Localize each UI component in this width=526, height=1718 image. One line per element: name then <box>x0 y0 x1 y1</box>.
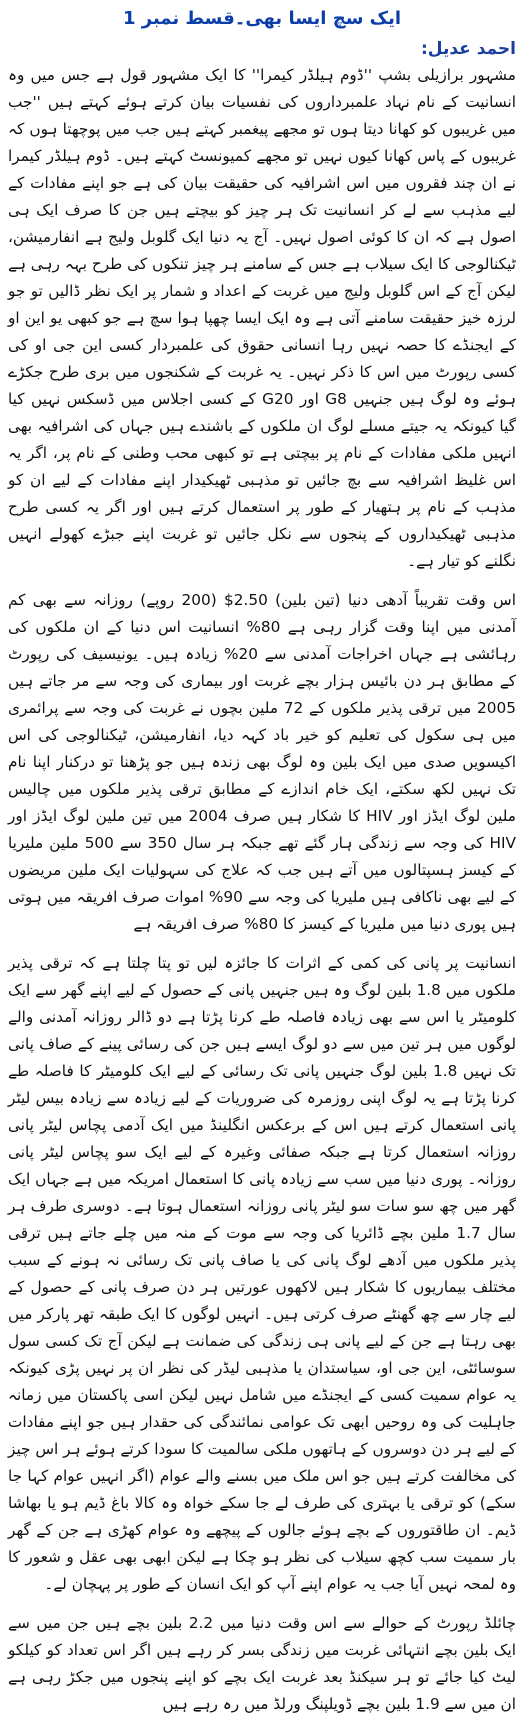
article-paragraph: چائلڈ رپورٹ کے حوالے سے اس وقت دنیا میں 2.2 بلین بچے ہیں جن میں سے ایک بلین بچے انتہائی غربت میں زندگی بسر کر رہے ہیں اگر اس تعداد کو کیلکو لیٹ کیا جائے تو ہر سیکنڈ بعد غربت ایک بچے کو اپنے پنجوں میں جکڑ رہی ہے ان میں سے 1.9 بلین بچے ڈویلپنگ ورلڈ میں رہ رہے ہیں <box>8 1614 516 1713</box>
article-paragraph: مشہور برازیلی بشپ ''ڈوم ہیلڈر کیمرا'' کا ایک مشہور قول ہے جس میں وہ انسانیت کے نام نہاد علمبرداروں کی نفسیات بیان کرتے ہوئے کہتے ہیں ''جب میں غریبوں کو کھانا دیتا ہوں تو مجھے پیغمبر کہتے ہیں جب میں پوچھتا ہوں کہ غریبوں کے پاس کھانا کیوں نہیں تو مجھے کمیونسٹ کہتے ہیں۔ ڈوم ہیلڈر کیمرا نے ان چند فقروں میں اس اشرافیہ کی حقیقت بیان کی ہے جو اپنے مفادات کے لیے مذہب سے لے کر انسانیت تک ہر چیز کو بیچتے ہیں جن کا صرف ایک ہی اصول ہے کہ ان کا کوئی اصول نہیں۔ آج یہ دنیا ایک گلوبل ولیج ہے انفارمیشن، ٹیکنالوجی کا ایک سیلاب ہے جس کے سامنے ہر چیز تنکوں کی طرح بہہ رہی ہے لیکن آج کے اس گلوبل ولیج میں غربت کے اعداد و شمار پر ایک نظر ڈالیں تو جو لرزہ خیز حقیقت سامنے آتی ہے وہ ایک ایسا چھپا ہوا سچ ہے جو کبھی یو این او کے ایجنڈے کا حصہ نہیں رہا انسانی حقوق کی علمبردار کسی این جی او کی کسی رپورٹ میں اس کا ذکر نہیں۔ یہ غربت کے شکنجوں میں بری طرح جکڑے ہوئے وہ لوگ ہیں جنہیں G8 اور G20 کے کسی اجلاس میں ڈسکس نہیں کیا گیا کیونکہ یہ جیتے مسلے لوگ ان ملکوں کے باشندے ہیں جہاں کی اشرافیہ بھی انہیں ملکی مفادات کے نام پر بیچتی ہے تو کبھی محب وطنی کے نام پر، اگر یہ اس غلیظ اشرافیہ سے بچ جائیں تو مذہبی ٹھیکیدار اپنے مفادات کے لیے ان کو مذہب کے نام پر ہتھیار کے طور پر استعمال کرتے ہیں اور اگر یہ کسی طرح مذہبی ٹھیکیداروں کے پنجوں سے نکل جائیں تو غربت اپنے جبڑے کھولے انہیں نگلنے کو تیار ہے۔ <box>8 66 517 570</box>
article-paragraph: اس وقت تقریباً آدھی دنیا (تین بلین) 2.50$ (200 روپے) روزانہ سے بھی کم آمدنی میں اپنا وقت گزار رہی ہے 80% انسانیت اس دنیا کے ان ملکوں کی رہائشی ہے جہاں اخراجات آمدنی سے 20% زیادہ ہیں۔ یونیسیف کی رپورٹ کے مطابق ہر دن بائیس ہزار بچے غربت اور بیماری کی وجہ سے مر جاتے ہیں 2005 میں ترقی پذیر ملکوں کے 72 ملین بچوں نے غربت کی وجہ سے پرائمری میں ہی سکول کی تعلیم کو خیر باد کہہ دیا، انفارمیشن، ٹیکنالوجی کی اس اکیسویں صدی میں ایک بلین وہ لوگ بھی زندہ ہیں جو پڑھنا تو درکنار اپنا نام تک نہیں لکھ سکتے، ایک خام اندازے کے مطابق ترقی پذیر ملکوں میں چالیس ملین لوگ ایڈز اور HIV کا شکار ہیں صرف 2004 میں تین ملین لوگ ایڈز اور HIV کی وجہ سے زندگی ہار گئے تھے جبکہ ہر سال 350 سے 500 ملین ملیریا کے کیسز ہسپتالوں میں آتے ہیں جب کہ علاج کی سہولیات ایک ملین مریضوں کے لیے بھی ناکافی ہیں ملیریا کی وجہ سے 90% اموات صرف افریقہ میں ہوتی ہیں پوری دنیا میں ملیریا کے کیسز کا 80% صرف افریقہ ہے <box>8 591 516 933</box>
author-byline: احمد عدیل: <box>420 39 516 59</box>
article-title: ایک سچ ایسا بھی۔قسط نمبر 1 <box>122 8 402 29</box>
article-body <box>8 62 516 1718</box>
article-paragraph: انسانیت پر پانی کی کمی کے اثرات کا جائزہ لیں تو پتا چلتا ہے کہ ترقی پذیر ملکوں میں 1.8 بلین لوگ وہ ہیں جنہیں پانی کے حصول کے لیے اپنے گھر سے ایک کلومیٹر یا اس سے بھی زیادہ فاصلہ طے کرنا پڑتا ہے دو ڈالر روزانہ آمدنی والے لوگوں میں ہر تین میں سے دو لوگ ایسے ہیں جن کی رسائی پینے کے صاف پانی تک نہیں 1.8 بلین لوگ جنہیں پانی تک رسائی کے لیے ایک کلومیٹر کا فاصلہ طے کرنا پڑتا ہے یہ لوگ اپنی روزمرہ کی ضروریات کے لیے زیادہ سے زیادہ بیس لیٹر پانی استعمال کرتے ہیں اس کے برعکس انگلینڈ میں ایک آدمی پچاس لیٹر پانی روزانہ استعمال کرتا ہے جبکہ صفائی وغیرہ کے لیے ایک سو پچاس لیٹر پانی روزانہ۔ پوری دنیا میں سب سے زیادہ پانی کا استعمال امریکہ میں ہے جہاں ایک گھر میں چھ سو سات سو لیٹر پانی روزانہ استعمال ہوتا ہے۔ دوسری طرف ہر سال 1.7 ملین بچے ڈائریا کی وجہ سے موت کے منہ میں چلے جاتے ہیں ترقی پذیر ملکوں میں آدھے لوگ پانی کی یا صاف پانی تک رسائی نہ ہونے کے سبب مختلف بیماریوں کا شکار ہیں لاکھوں عورتیں ہر دن صرف پانی کے حصول کے لیے چار سے چھ گھنٹے صرف کرتی ہیں۔ انہیں لوگوں کا ایک طبقہ تھر پارکر میں بھی رہتا ہے جن کے لیے پانی ہی زندگی کی ضمانت ہے لیکن آج تک کسی سول سوسائٹی، این جی او، سیاستدان یا مذہبی لیڈر کی نظر ان پر نہیں پڑی کیونکہ یہ عوام سمیت کسی کے ایجنڈے میں شامل نہیں لیکن اسی پاکستان میں زمانہ جاہلیت کی وہ روحیں ابھی تک عوامی نمائندگی کی حقدار ہیں جو اپنے مفادات کے لیے ہر دن دوسروں کے ہاتھوں ملکی سالمیت کا سودا کرتے ہوئے ہر اس چیز کی مخالفت کرتے ہیں جو اس ملک میں بسنے والے عوام (اگر انہیں عوام کہا جا سکے) کو ترقی یا بہتری کی طرف لے جا سکے خواہ وہ کالا باغ ڈیم ہو یا بھاشا ڈیم۔ ان طاقتوروں کے بچے ہوئے جالوں کے پیچھے وہ عوام کھڑی ہے جن کے گھر بار سمیت سب کچھ سیلاب کی نظر ہو چکا ہے لیکن ابھی بھی عقل و شعور کا وہ لمحہ نہیں آیا جب یہ عوام اپنے آپ کو ایک انسان کے طور پر پہچان لے۔ <box>8 954 516 1593</box>
